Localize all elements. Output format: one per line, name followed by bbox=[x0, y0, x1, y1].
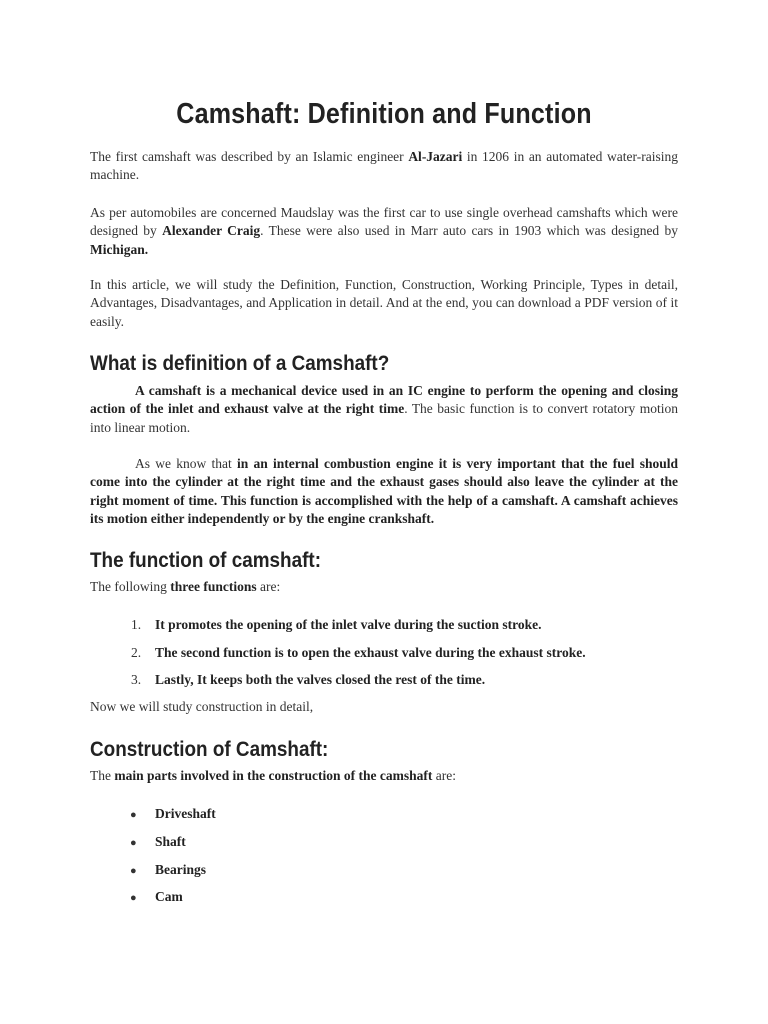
function-intro bbox=[90, 578, 678, 596]
definition-paragraph-1 bbox=[90, 382, 678, 437]
list-item-text: Lastly, It keeps both the valves closed the rest of the time. bbox=[155, 672, 486, 687]
definition-p2-bold: in an internal combustion engine it is very important that the fuel should come into the cylinder at the right time and the exhaust gases should also leave the cylinder at the right moment of time. This function is accomplished with the help of a camshaft. A camshaft achieves its motion either independently or by the engine crankshaft. bbox=[90, 456, 678, 526]
intro-p2-text-1: As per automobiles are concerned Maudslay was the first car to use single overhead camshafts which were designed by bbox=[90, 205, 678, 239]
bullet-icon: ● bbox=[130, 836, 137, 849]
section-heading-function: The function of camshaft: bbox=[90, 549, 322, 572]
list-item-text: The second function is to open the exhaust valve during the exhaust stroke. bbox=[155, 644, 586, 660]
list-item bbox=[90, 888, 678, 916]
definition-paragraph-2 bbox=[90, 455, 678, 528]
intro-paragraph-2 bbox=[90, 204, 678, 259]
intro-p1-text-1: The first camshaft was described by an Islamic engineer bbox=[90, 149, 409, 164]
list-item bbox=[90, 644, 678, 672]
section-heading-definition: What is definition of a Camshaft? bbox=[90, 352, 390, 375]
list-item-text: It promotes the opening of the inlet valve during the suction stroke. bbox=[155, 617, 542, 632]
page-title: Camshaft: Definition and Function bbox=[176, 98, 592, 130]
section-heading-construction: Construction of Camshaft: bbox=[90, 738, 329, 761]
intro-paragraph-1 bbox=[90, 148, 678, 185]
definition-p1-bold: A camshaft is a mechanical device used in an IC engine to perform the opening and closing action of the inlet and exhaust valve at the right time bbox=[90, 383, 678, 417]
construction-intro bbox=[90, 767, 678, 785]
list-item bbox=[90, 833, 678, 861]
list-number: 3. bbox=[131, 672, 142, 687]
list-item bbox=[90, 616, 678, 644]
definition-p1-text: . The basic function is to convert rotatory motion into linear motion. bbox=[90, 401, 678, 435]
list-number: 1. bbox=[131, 617, 142, 632]
construction-intro-text-1: The bbox=[90, 768, 115, 783]
intro-p2-bold-place: Michigan. bbox=[90, 241, 149, 257]
intro-p1-bold-name: Al-Jazari bbox=[408, 149, 463, 164]
list-item bbox=[90, 861, 678, 889]
function-outro: Now we will study construction in detail, bbox=[90, 699, 314, 714]
function-intro-text-1: The following bbox=[90, 579, 171, 594]
list-item bbox=[90, 805, 678, 833]
list-item bbox=[90, 671, 678, 699]
list-item-text: Driveshaft bbox=[155, 806, 216, 821]
bullet-icon: ● bbox=[130, 892, 137, 905]
intro-paragraph-3: In this article, we will study the Definition, Function, Construction, Working Principle, Types in detail, Advantages, Disadvantages, and Application in detail. And at the end, you can download a PDF version of it easily. bbox=[90, 277, 678, 329]
intro-p2-bold-name: Alexander Craig bbox=[162, 223, 261, 239]
list-item-text: Shaft bbox=[155, 833, 186, 849]
list-number: 2. bbox=[131, 644, 142, 660]
function-intro-bold: three functions bbox=[170, 579, 257, 594]
bullet-icon: ● bbox=[130, 864, 137, 877]
bullet-icon: ● bbox=[130, 809, 137, 821]
function-list bbox=[90, 616, 678, 699]
construction-intro-text-2: are: bbox=[432, 768, 456, 783]
construction-intro-bold: main parts involved in the construction of the camshaft bbox=[114, 768, 433, 783]
list-item-text: Cam bbox=[155, 889, 183, 905]
list-item-text: Bearings bbox=[155, 861, 207, 877]
intro-p2-text-2: . These were also used in Marr auto cars in 1903 which was designed by bbox=[260, 223, 678, 239]
function-intro-text-2: are: bbox=[256, 579, 281, 594]
definition-p2-text: As we know that bbox=[135, 456, 237, 471]
intro-p1-text-2: in 1206 in an automated water-raising machine. bbox=[90, 149, 678, 183]
construction-parts-list bbox=[90, 805, 678, 916]
